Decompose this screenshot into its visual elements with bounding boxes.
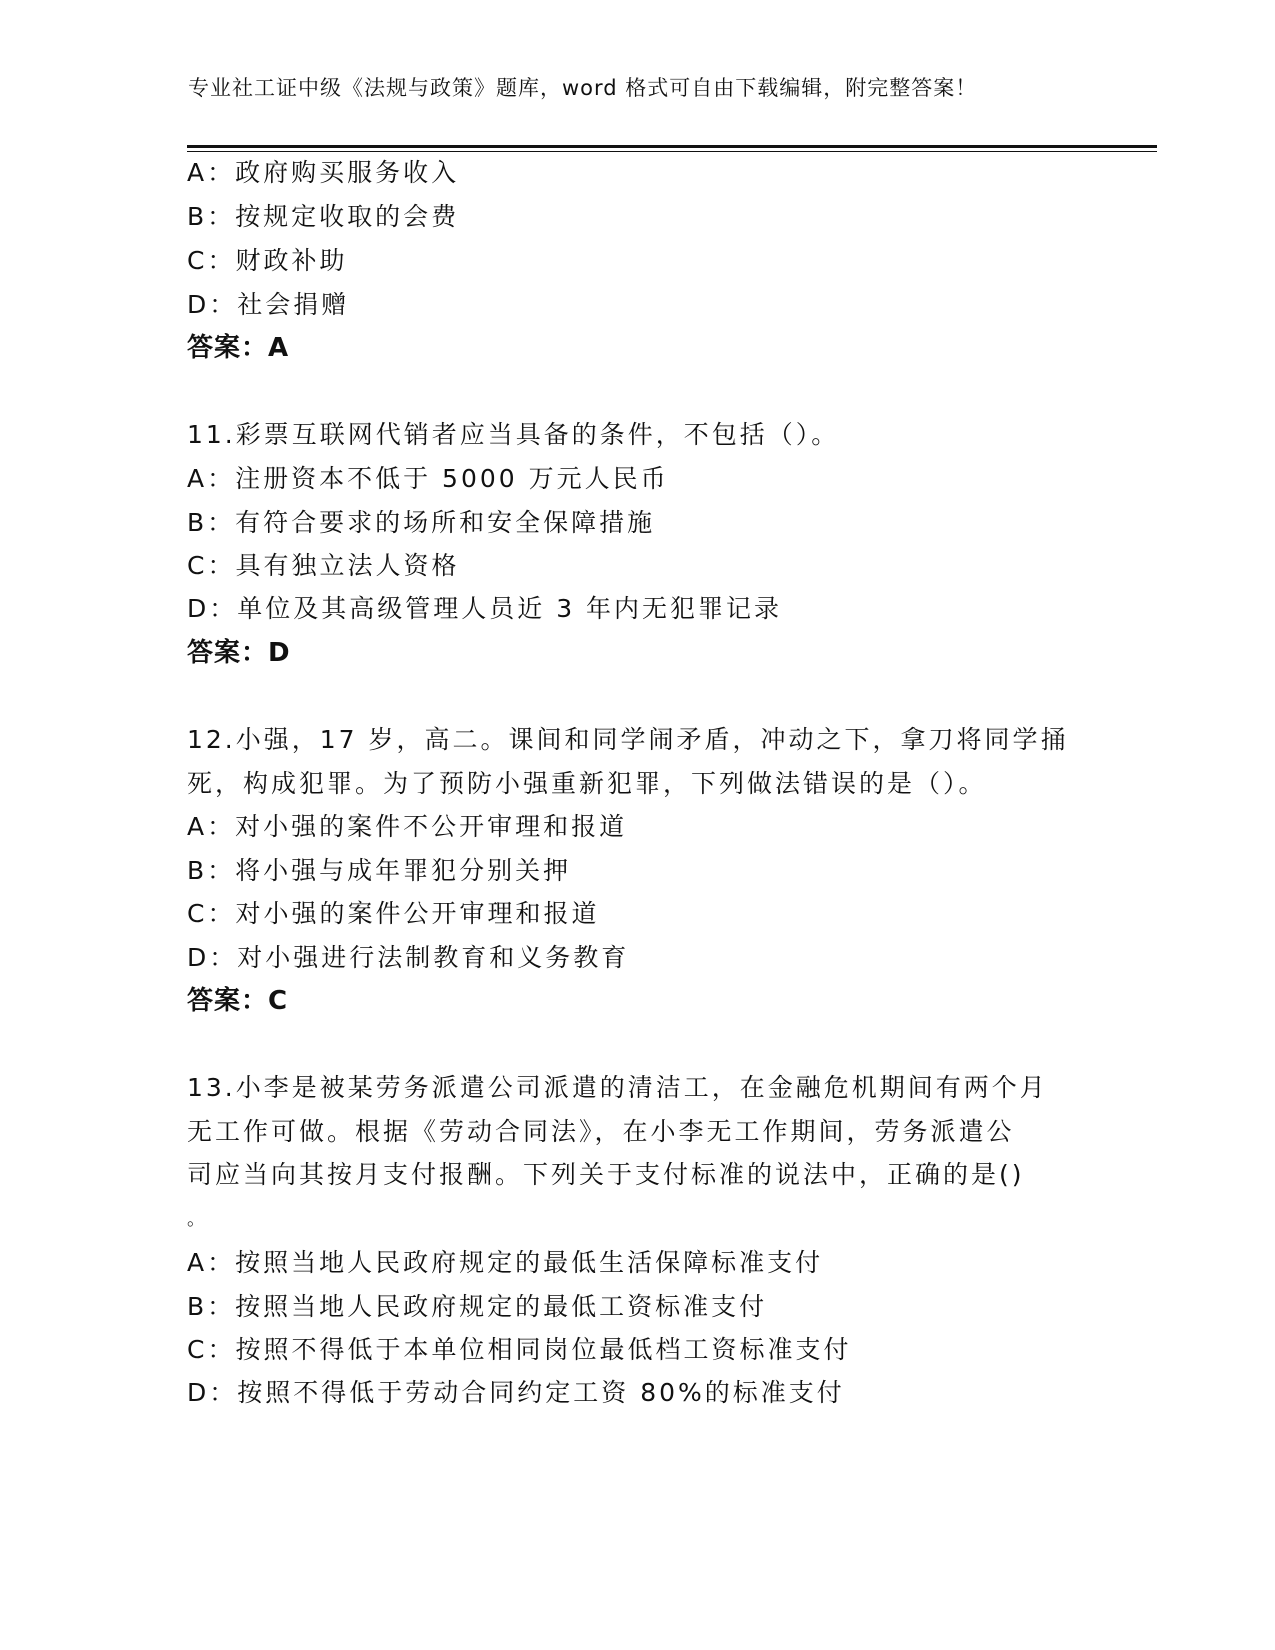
q10-answer: 答案：A bbox=[187, 333, 290, 363]
q13-question-line1: 13.小李是被某劳务派遣公司派遣的清洁工，在金融危机期间有两个月 bbox=[187, 1073, 1048, 1102]
q11-question: 11.彩票互联网代销者应当具备的条件，不包括（）。 bbox=[187, 420, 840, 449]
q13-question-line4: 。 bbox=[187, 1209, 205, 1230]
q13-option-c: C：按照不得低于本单位相同岗位最低档工资标准支付 bbox=[187, 1335, 852, 1364]
q11-option-c: C：具有独立法人资格 bbox=[187, 551, 460, 580]
header-divider-thin bbox=[187, 151, 1157, 152]
q13-question-line2: 无工作可做。根据《劳动合同法》，在小李无工作期间，劳务派遣公 bbox=[187, 1117, 1015, 1146]
q10-option-d: D：社会捐赠 bbox=[187, 290, 350, 319]
q10-option-c: C：财政补助 bbox=[187, 246, 348, 275]
q13-option-a: A：按照当地人民政府规定的最低生活保障标准支付 bbox=[187, 1248, 824, 1277]
q12-answer: 答案：C bbox=[187, 986, 289, 1016]
q11-option-b: B：有符合要求的场所和安全保障措施 bbox=[187, 508, 656, 537]
document-header: 专业社工证中级《法规与政策》题库，word 格式可自由下载编辑，附完整答案！ bbox=[188, 76, 978, 100]
q12-option-c: C：对小强的案件公开审理和报道 bbox=[187, 899, 600, 928]
q11-option-a: A：注册资本不低于 5000 万元人民币 bbox=[187, 464, 669, 493]
q13-option-d: D：按照不得低于劳动合同约定工资 80%的标准支付 bbox=[187, 1378, 845, 1407]
q13-question-line3: 司应当向其按月支付报酬。下列关于支付标准的说法中，正确的是() bbox=[187, 1160, 1025, 1189]
q11-answer: 答案：D bbox=[187, 638, 291, 668]
q12-question-line2: 死，构成犯罪。为了预防小强重新犯罪，下列做法错误的是（）。 bbox=[187, 769, 987, 798]
q13-option-b: B：按照当地人民政府规定的最低工资标准支付 bbox=[187, 1292, 768, 1321]
q12-question-line1: 12.小强，17 岁，高二。课间和同学闹矛盾，冲动之下，拿刀将同学捅 bbox=[187, 725, 1069, 754]
q12-option-d: D：对小强进行法制教育和义务教育 bbox=[187, 943, 630, 972]
q10-option-b: B：按规定收取的会费 bbox=[187, 202, 460, 231]
header-divider-thick bbox=[187, 145, 1157, 148]
q12-option-b: B：将小强与成年罪犯分别关押 bbox=[187, 856, 572, 885]
q10-option-a: A：政府购买服务收入 bbox=[187, 158, 460, 187]
q12-option-a: A：对小强的案件不公开审理和报道 bbox=[187, 812, 628, 841]
q11-option-d: D：单位及其高级管理人员近 3 年内无犯罪记录 bbox=[187, 594, 783, 623]
